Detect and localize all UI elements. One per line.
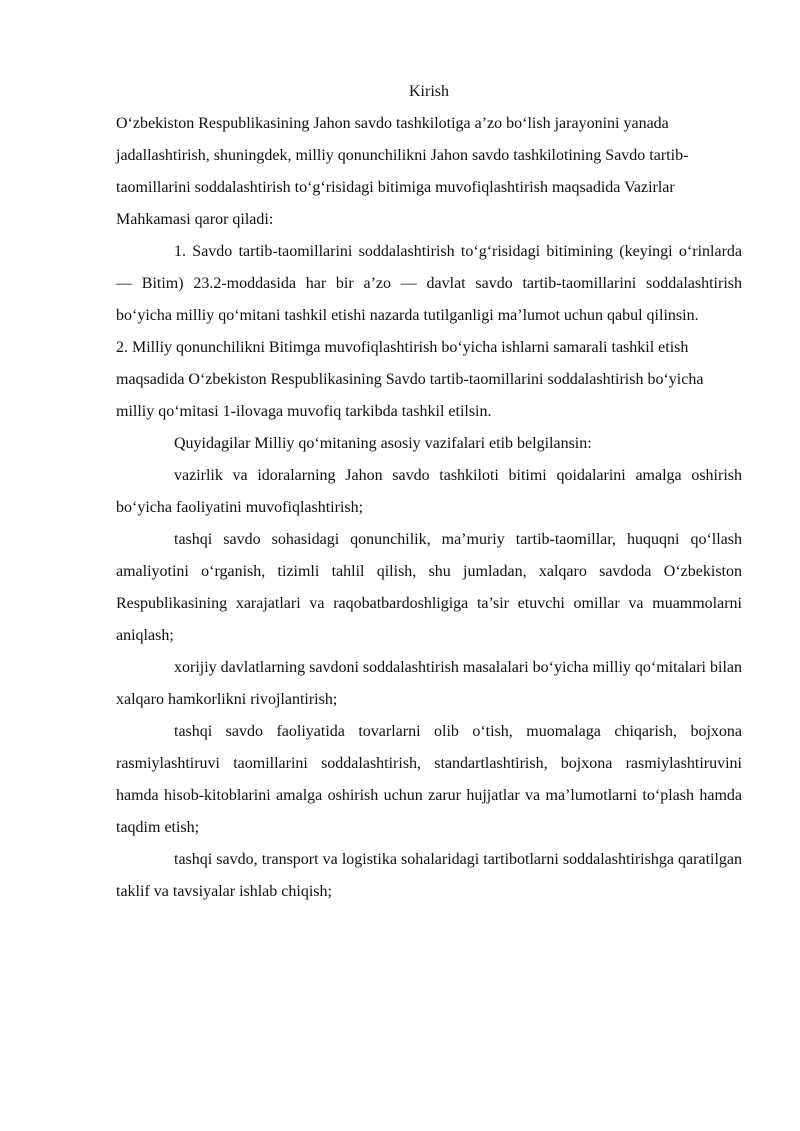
task-item: vazirlik va idoralarning Jahon savdo tashkiloti bitimi qoidalarini amalga oshirish bo‘yicha faoliyatini muvofiqlashtirish; [116, 467, 742, 516]
task-item: xorijiy davlatlarning savdoni soddalashtirish masalalari bo‘yicha milliy qo‘mitalari bilan xalqaro hamkorlikni rivojlantirish; [116, 659, 742, 708]
clause-2-paragraph: 2. Milliy qonunchilikni Bitimga muvofiqlashtirish bo‘yicha ishlarni samarali tashkil etish maqsadida O‘zbekiston Respublikasining Savdo tartib-taomillarini soddalashtirish bo‘yicha milliy qo‘mitasi 1-ilovaga muvofiq tarkibda tashkil etilsin. [116, 339, 704, 420]
tasks-heading-paragraph: Quyidagilar Milliy qo‘mitaning asosiy vazifalari etib belgilansin: [174, 435, 592, 452]
intro-paragraph: O‘zbekiston Respublikasining Jahon savdo tashkilotiga a’zo bo‘lish jarayonini yanada jadallashtirish, shuningdek, milliy qonunchilikni Jahon savdo tashkilotining Savdo tartib-taomillarini soddalashtirish to‘g‘risidagi bitimiga muvofiqlashtirish maqsadida Vazirlar Mahkamasi qaror qiladi: [116, 115, 689, 228]
task-item: tashqi savdo faoliyatida tovarlarni olib o‘tish, muomalaga chiqarish, bojxona rasmiylashtiruvi taomillarini soddalashtirish, standartlashtirish, bojxona rasmiylashtiruvini hamda hisob-kitoblarini amalga oshirish uchun zarur hujjatlar va ma’lumotlarni to‘plash hamda taqdim etish; [116, 723, 742, 836]
document-body [116, 76, 742, 908]
clause-1-paragraph: 1. Savdo tartib-taomillarini soddalashtirish to‘g‘risidagi bitimining (keyingi o‘rinlarda — Bitim) 23.2-moddasida har bir a’zo — davlat savdo tartib-taomillarini soddalashtirish bo‘yicha milliy qo‘mitani tashkil etishi nazarda tutilganligi ma’lumot uchun qabul qilinsin. [116, 243, 742, 324]
task-item: tashqi savdo, transport va logistika sohalaridagi tartibotlarni soddalashtirishga qaratilgan taklif va tavsiyalar ishlab chiqish; [116, 851, 742, 900]
page-title: Kirish [409, 83, 449, 100]
task-item: tashqi savdo sohasidagi qonunchilik, ma’muriy tartib-taomillar, huquqni qo‘llash amaliyotini o‘rganish, tizimli tahlil qilish, shu jumladan, xalqaro savdoda O‘zbekiston Respublikasining xarajatlari va raqobatbardoshligiga ta’sir etuvchi omillar va muammolarni aniqlash; [116, 531, 742, 644]
